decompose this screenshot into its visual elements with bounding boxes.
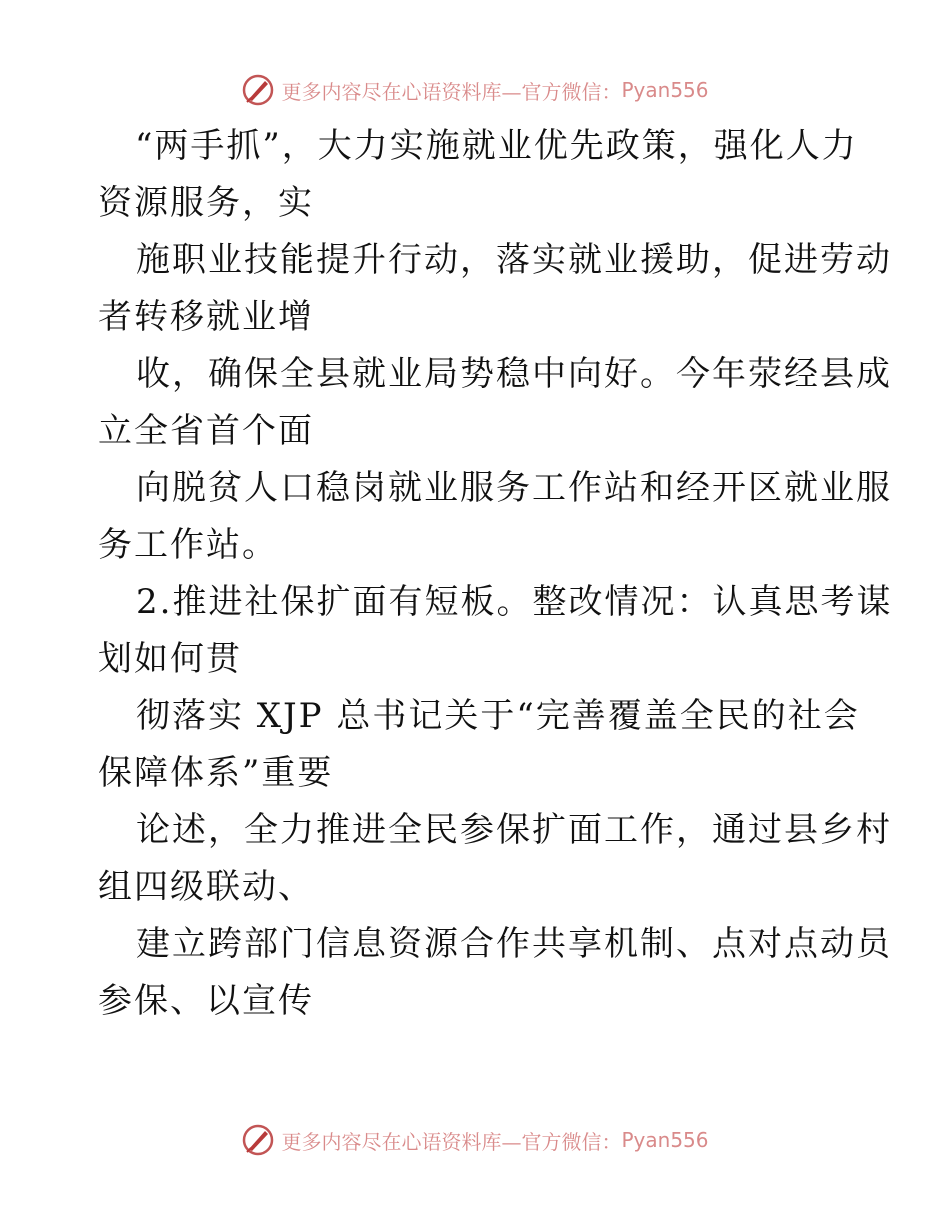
body-line: 者转移就业增 (98, 297, 314, 337)
body-line: 建立跨部门信息资源合作共享机制、点对点动员 (136, 924, 892, 964)
body-line: 施职业技能提升行动，落实就业援助，促进劳动 (136, 240, 892, 280)
footer-wechat-id: Pyan556 (621, 1128, 709, 1152)
body-line: 立全省首个面 (98, 411, 314, 451)
header-watermark (0, 70, 950, 110)
body-line: 2.推进社保扩面有短板。整改情况：认真思考谋 (136, 582, 893, 622)
body-line: 论述，全力推进全民参保扩面工作，通过县乡村 (136, 810, 892, 850)
quill-logo-icon (241, 73, 275, 107)
body-line: 资源服务，实 (98, 183, 314, 223)
quill-logo-icon (241, 1123, 275, 1157)
body-line: 保障体系”重要 (98, 753, 334, 793)
header-promo-text: 更多内容尽在心语资料库—官方微信： (281, 79, 622, 104)
body-line: 向脱贫人口稳岗就业服务工作站和经开区就业服 (136, 468, 892, 508)
body-line: 组四级联动、 (98, 867, 314, 907)
footer-watermark (0, 1120, 950, 1160)
body-line: “两手抓”，大力实施就业优先政策，强化人力 (135, 126, 858, 166)
body-line: 彻落实 XJP 总书记关于“完善覆盖全民的社会 (136, 696, 860, 736)
body-line: 划如何贯 (98, 639, 242, 679)
body-line: 参保、以宣传 (98, 981, 314, 1021)
footer-promo-text: 更多内容尽在心语资料库—官方微信： (281, 1129, 622, 1154)
header-wechat-id: Pyan556 (621, 78, 709, 102)
body-line: 务工作站。 (98, 525, 278, 565)
body-line: 收，确保全县就业局势稳中向好。今年荥经县成 (136, 354, 892, 394)
document-body (98, 118, 893, 1030)
